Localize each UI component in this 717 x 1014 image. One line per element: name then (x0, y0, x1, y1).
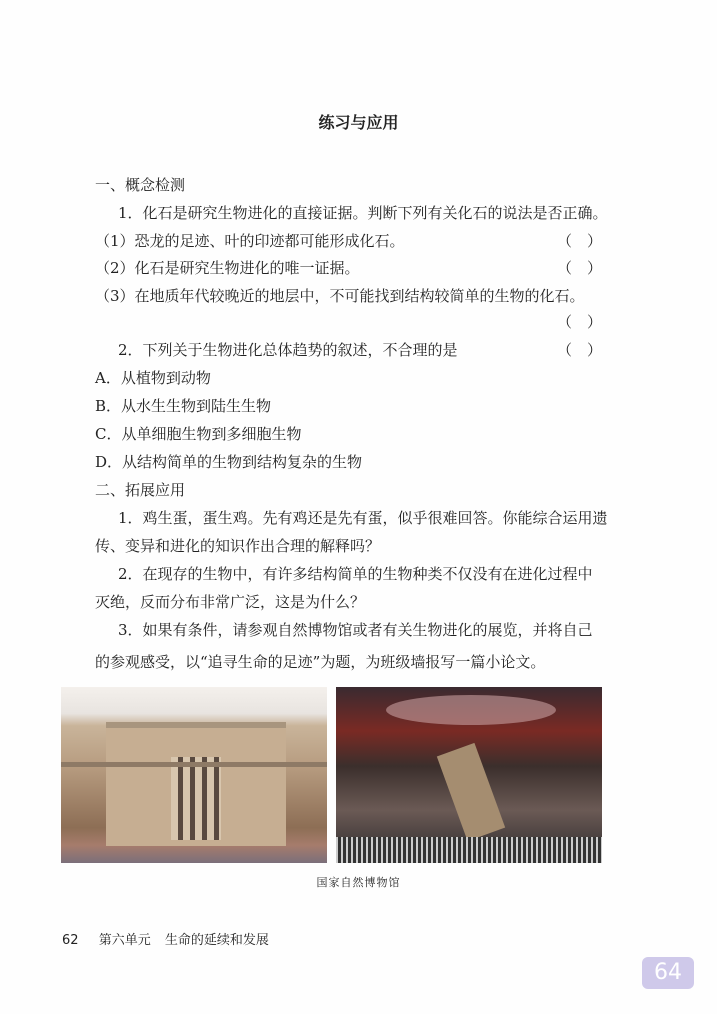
option-c: C．从单细胞生物到多细胞生物 (95, 425, 302, 443)
statement-3: （3）在地质年代较晚近的地层中，不可能找到结构较简单的生物的化石。 (95, 287, 585, 305)
page-title: 练习与应用 (318, 113, 399, 132)
extension-line: 1．鸡生蛋，蛋生鸡。先有鸡还是先有蛋，似乎很难回答。你能综合运用遗 (118, 509, 608, 527)
museum-interior-photo (336, 687, 602, 863)
option-d: D．从结构简单的生物到结构复杂的生物 (95, 453, 363, 471)
extension-line: 灭绝，反而分布非常广泛，这是为什么？ (95, 593, 366, 611)
question-2: 2．下列关于生物进化总体趋势的叙述，不合理的是 (118, 341, 458, 359)
question-1: 1．化石是研究生物进化的直接证据。判断下列有关化石的说法是否正确。 (118, 204, 608, 222)
answer-blank[interactable]: （ ） (556, 313, 602, 331)
extension-line: 的参观感受，以“追寻生命的足迹”为题，为班级墙报写一篇小论文。 (95, 653, 546, 671)
answer-blank[interactable]: （ ） (556, 232, 602, 250)
answer-blank[interactable]: （ ） (556, 341, 602, 359)
extension-line: 3．如果有条件，请参观自然博物馆或者有关生物进化的展览，并将自己 (118, 621, 593, 639)
chapter-label: 生命的延续和发展 (164, 933, 269, 948)
page-footer (62, 929, 285, 948)
option-a: A．从植物到动物 (95, 369, 211, 387)
page-index-badge: 64 (642, 957, 694, 989)
figure-caption: 国家自然博物馆 (316, 876, 401, 889)
extension-line: 传、变异和进化的知识作出合理的解释吗？ (95, 537, 381, 555)
statement-2: （2）化石是研究生物进化的唯一证据。 (95, 259, 360, 277)
section-heading-extension: 二、拓展应用 (95, 481, 186, 499)
unit-label: 第六单元 (98, 933, 151, 948)
answer-blank[interactable]: （ ） (556, 259, 602, 277)
statement-1: （1）恐龙的足迹、叶的印迹都可能形成化石。 (95, 232, 405, 250)
extension-line: 2．在现存的生物中，有许多结构简单的生物种类不仅没有在进化过程中 (118, 565, 593, 583)
page-number: 62 (62, 933, 79, 948)
museum-exterior-photo (61, 687, 327, 863)
option-b: B．从水生生物到陆生生物 (95, 397, 272, 415)
section-heading-concept: 一、概念检测 (95, 176, 186, 194)
